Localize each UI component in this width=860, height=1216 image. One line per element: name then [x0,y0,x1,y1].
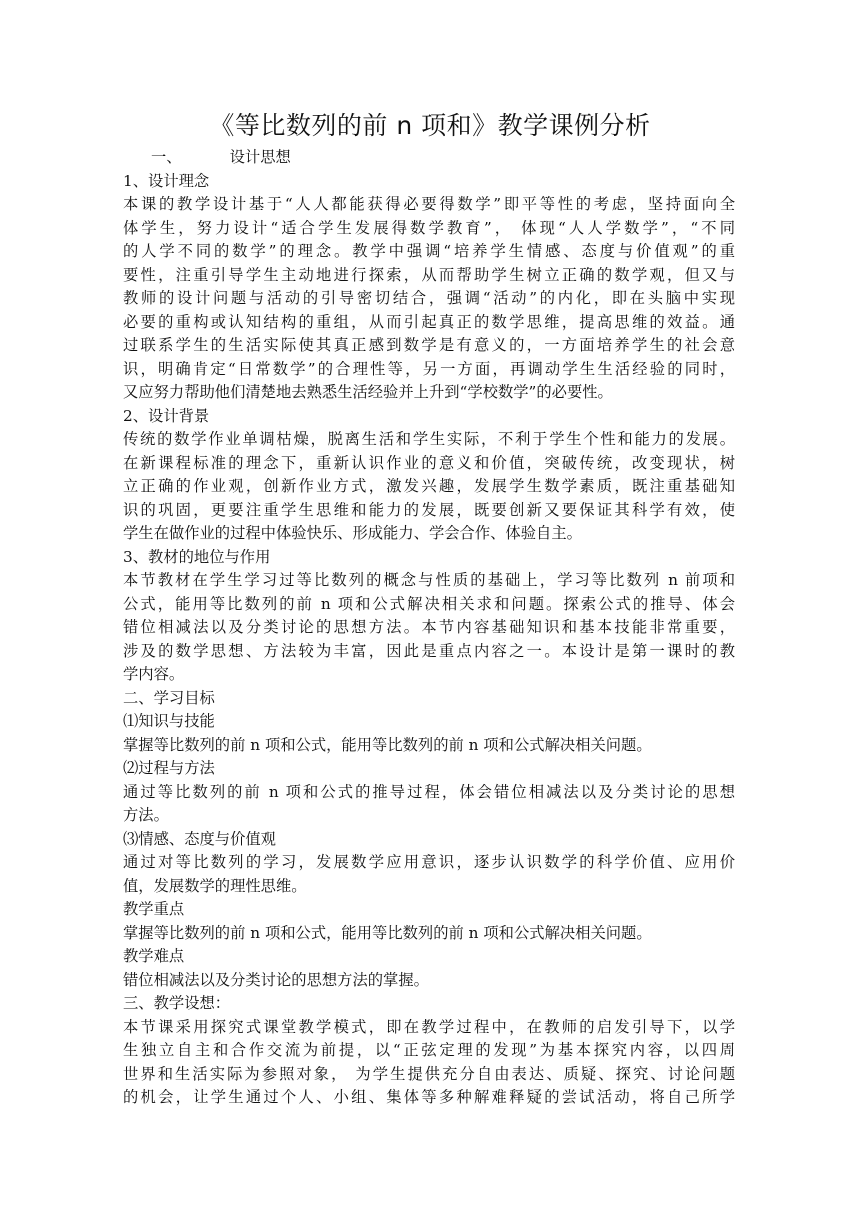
design-background-heading: 2、设计背景 [123,406,210,425]
paragraph-line: 学生在做作业的过程中体验快乐、形成能力、学会合作、体验自主。 [123,524,582,542]
design-background-paragraph [123,428,735,546]
paragraph-line: 学内容。 [123,665,185,683]
section-1-number: 一、 [151,148,182,166]
key-points-heading: 教学重点 [123,900,185,918]
paragraph-line: 公式，能用等比数列的前 n 项和公式解决相关求和问题。探索公式的推导、体会 [123,594,735,613]
paragraph-line: 要性，注重引导学生主动地进行探索，从而帮助学生树立正确的数学观，但又与 [123,265,735,284]
paragraph-line: 本课的教学设计基于“人人都能获得必要得数学”即平等性的考虑，坚持面向全 [123,195,735,213]
paragraph-line: 的人学不同的数学”的理念。教学中强调“培养学生情感、态度与价值观”的重 [123,242,735,260]
goal-process-text: 方法。 [123,806,169,824]
goal-knowledge-heading: ⑴知识与技能 [123,712,215,730]
paragraph-line: 教师的设计问题与活动的引导密切结合，强调“活动”的内化，即在头脑中实现 [123,289,735,307]
goal-attitude-heading: ⑶情感、态度与价值观 [123,829,276,848]
paragraph-line: 在新课程标准的理念下，重新认识作业的意义和价值，突破传统，改变现状，树 [123,453,735,472]
paragraph-line: 过联系学生的生活实际使其真正感到数学是有意义的，一方面培养学生的社会意 [123,336,735,354]
paragraph-line: 本节教材在学生学习过等比数列的概念与性质的基础上，学习等比数列 n 前项和 [123,571,735,589]
paragraph-line: 生独立自主和合作交流为前提，以“正弦定理的发现”为基本探究内容，以四周 [123,1041,735,1059]
design-concept-paragraph [123,193,735,405]
goal-attitude-text: 通过对等比数列的学习，发展数学应用意识，逐步认识数学的科学价值、应用价 [123,853,735,871]
paragraph-line: 的机会，让学生通过个人、小组、集体等多种解难释疑的尝试活动，将自己所学 [123,1088,735,1106]
goal-attitude-text: 值，发展数学的理性思维。 [123,876,307,895]
paragraph-line: 体学生，努力设计“适合学生发展得数学教育”， 体现“人人学数学”，“不同 [123,218,735,237]
design-concept-heading: 1、设计理念 [123,171,210,190]
textbook-role-heading: 3、教材的地位与作用 [123,547,271,566]
section-1-heading [123,146,735,170]
key-points-text: 掌握等比数列的前 n 项和公式，能用等比数列的前 n 项和公式解决相关问题。 [123,923,652,942]
teaching-plan-paragraph [123,1016,735,1110]
paragraph-line: 必要的重构或认知结构的重组，从而引起真正的数学思维，提高思维的效益。通 [123,312,735,331]
paragraph-line: 识的巩固，更要注重学生思维和能力的发展，既要创新又要保证其科学有效，使 [123,500,735,519]
textbook-role-paragraph [123,569,735,687]
difficulty-text: 错位相减法以及分类讨论的思想方法的掌握。 [123,970,429,989]
teaching-plan-heading: 三、教学设想： [123,994,231,1012]
goal-process-heading: ⑵过程与方法 [123,759,215,777]
section-1-title: 设计思想 [229,148,291,166]
paragraph-line: 又应努力帮助他们清楚地去熟悉生活经验并上升到“学校数学”的必要性。 [123,383,613,401]
document-title: 《等比数列的前 n 项和》教学课例分析 [209,111,651,140]
paragraph-line: 识，明确肯定“日常数学”的合理性等，另一方面，再调动学生生活经验的同时， [123,359,735,378]
paragraph-line: 错位相减法以及分类讨论的思想方法。本节内容基础知识和基本技能非常重要， [123,618,735,636]
paragraph-line: 世界和生活实际为参照对象， 为学生提供充分自由表达、质疑、探究、讨论问题 [123,1064,735,1083]
paragraph-line: 涉及的数学思想、方法较为丰富，因此是重点内容之一。本设计是第一课时的教 [123,641,735,660]
goal-process-text: 通过等比数列的前 n 项和公式的推导过程，体会错位相减法以及分类讨论的思想 [123,782,735,801]
paragraph-line: 本节课采用探究式课堂教学模式，即在教学过程中，在教师的启发引导下，以学 [123,1017,735,1036]
difficulty-heading: 教学难点 [123,947,185,965]
learning-goals-heading: 二、学习目标 [123,688,215,707]
paragraph-line: 立正确的作业观，创新作业方式，激发兴趣，发展学生数学素质，既注重基础知 [123,477,735,495]
goal-knowledge-text: 掌握等比数列的前 n 项和公式，能用等比数列的前 n 项和公式解决相关问题。 [123,735,652,754]
document-body [123,146,735,1110]
paragraph-line: 传统的数学作业单调枯燥，脱离生活和学生实际，不利于学生个性和能力的发展。 [123,430,735,448]
